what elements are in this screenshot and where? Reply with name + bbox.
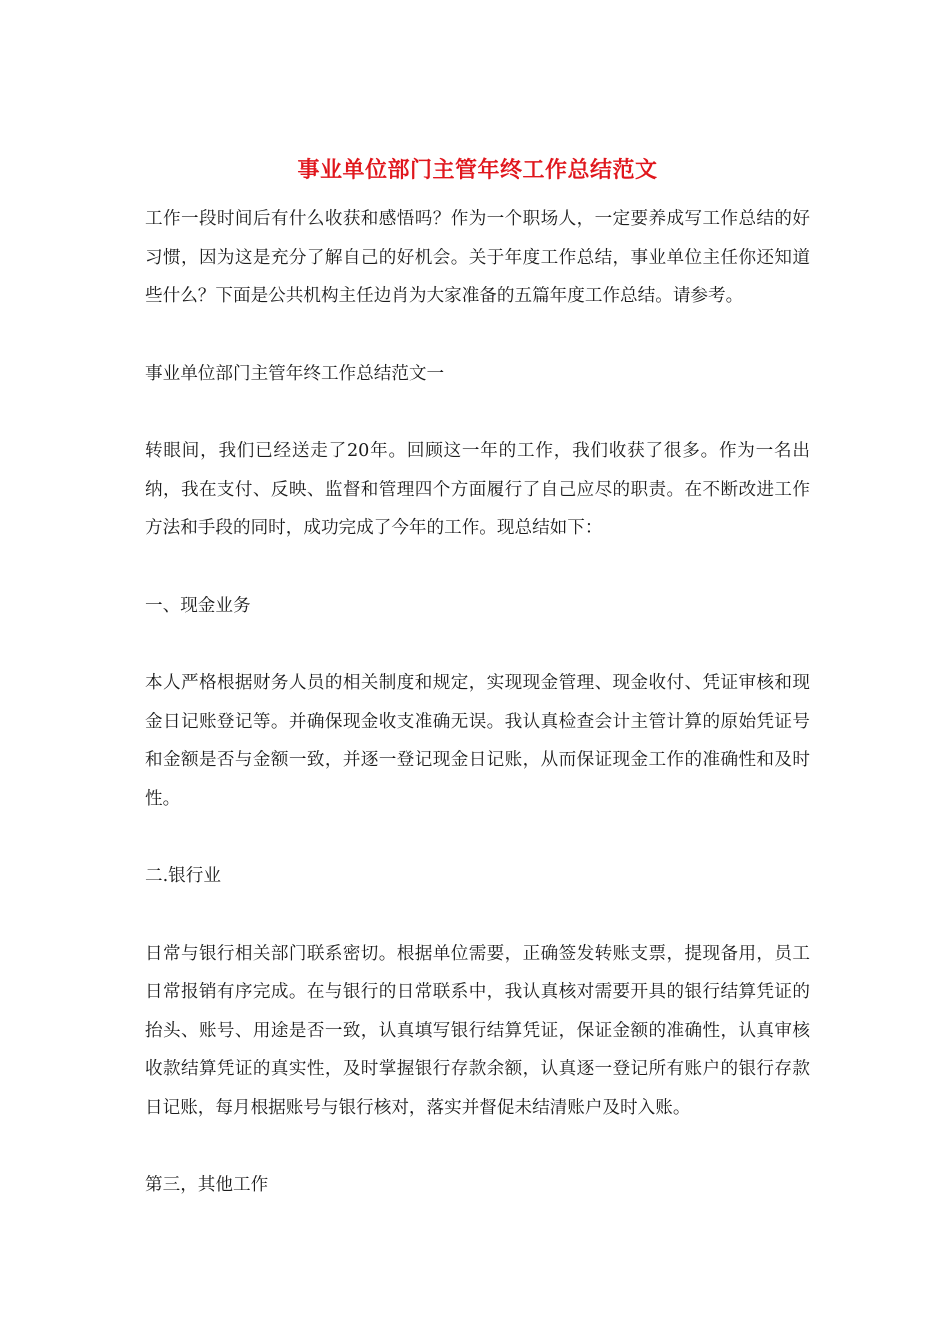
section-heading-banking: 二.银行业: [145, 866, 221, 886]
section-heading-cash-business: 一、现金业务: [145, 595, 251, 616]
body-paragraph-cash-business: 本人严格根据财务人员的相关制度和规定，实现现金管理、现金收付、凭证审核和现金日记账登记等。并确保现金收支准确无误。我认真检查会计主管计算的原始凭证号和金额是否与金额一致，并逐一登记现金日记账，从而保证现金工作的准确性和及时性。: [145, 673, 810, 809]
section-heading-other-work: 第三，其他工作: [145, 1175, 269, 1195]
intro-paragraph: 工作一段时间后有什么收获和感悟吗？作为一个职场人，一定要养成写工作总结的好习惯，因为这是充分了解自己的好机会。关于年度工作总结，事业单位主任你还知道些什么？下面是公共机构主任边肖为大家准备的五篇年度工作总结。请参考。: [145, 209, 810, 306]
section-heading-sample-one: 事业单位部门主管年终工作总结范文一: [145, 363, 445, 384]
body-paragraph-banking: 日常与银行相关部门联系密切。根据单位需要，正确签发转账支票，提现备用，员工日常报销有序完成。在与银行的日常联系中，我认真核对需要开具的银行结算凭证的抬头、账号、用途是否一致，认真填写银行结算凭证，保证金额的准确性，认真审核收款结算凭证的真实性，及时掌握银行存款余额，认真逐一登记所有账户的银行存款日记账，每月根据账号与银行核对，落实并督促未结清账户及时入账。: [145, 943, 810, 1118]
body-paragraph-overview: 转眼间，我们已经送走了20年。回顾这一年的工作，我们收获了很多。作为一名出纳，我在支付、反映、监督和管理四个方面履行了自己应尽的职责。在不断改进工作方法和手段的同时，成功完成了今年的工作。现总结如下：: [145, 441, 810, 538]
document-title: 事业单位部门主管年终工作总结范文: [297, 157, 658, 183]
